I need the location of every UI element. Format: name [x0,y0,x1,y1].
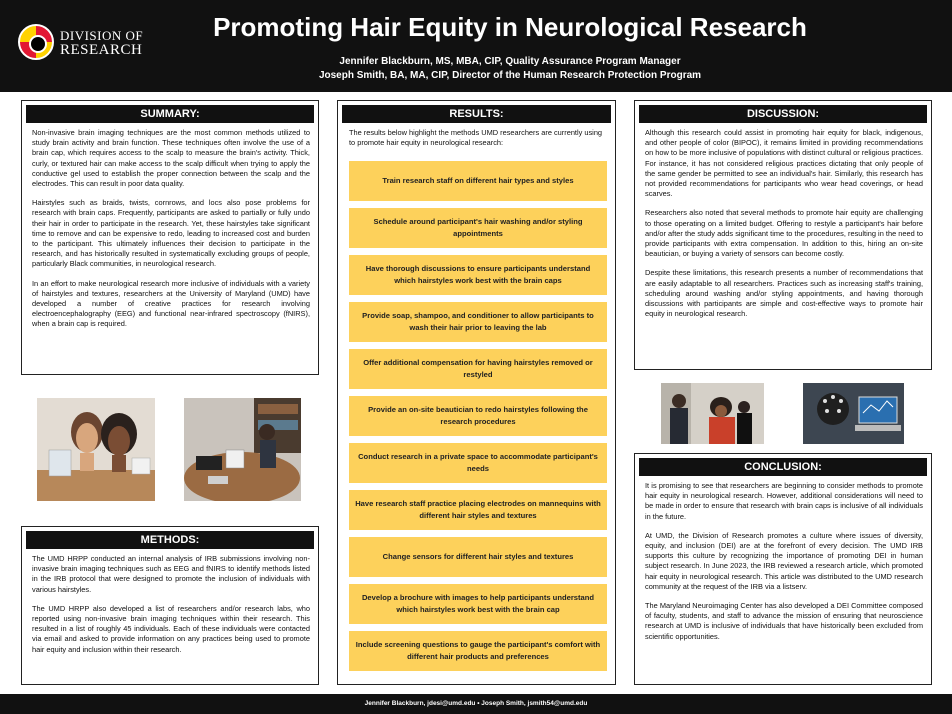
result-item: Provide an on-site beautician to redo hairstyles following the research procedures [349,396,607,436]
poster-header [0,0,952,92]
result-item: Train research staff on different hair types and styles [349,161,607,201]
result-item: Offer additional compensation for having hairstyles removed or restyled [349,349,607,389]
methods-panel [21,526,319,685]
result-item: Have research staff practice placing electrodes on mannequins with different hair styles and textures [349,490,607,530]
results-intro: The results below highlight the methods UMD researchers are currently using to promote hair equity in neurological research: [349,128,603,148]
poster-title: Promoting Hair Equity in Neurological Research [213,12,807,42]
discussion-heading: DISCUSSION: [639,105,927,123]
result-item: Schedule around participant's hair washing and/or styling appointments [349,208,607,248]
conclusion-panel [634,453,932,685]
methods-body [32,554,310,664]
discussion-paragraph: Although this research could assist in promoting hair equity for black, indigenous, and other people of color (BIPOC), it remains limited in providing recommendations on how to be more inclusive of populations with distinct cultural or religious practices. For instance, it has not considered religious practices dictating that only people of the same gender be permitted to see an individual's hair. Similarly, this research has not provided recommendations for participants who wear head coverings, or head scarves. [645,128,923,199]
lab-table-photo [184,398,301,501]
discussion-panel [634,100,932,370]
summary-body [32,128,310,339]
result-item: Provide soap, shampoo, and conditioner to allow participants to wash their hair prior to leaving the lab [349,302,607,342]
result-item: Develop a brochure with images to help participants understand which hairstyles work best with the brain cap [349,584,607,624]
discussion-paragraph: Researchers also noted that several methods to promote hair equity are challenging to those operating on a limited budget. Offering to restyle a participant's hair before and/or after the study adds significant time to the procedures, resulting in the need to provide participants with extra compensation. In addition to this, hiring an on-site beautician, or buying a variety of sensors can become costly. [645,208,923,259]
mannequin-heads-photo [37,398,155,501]
result-item: Conduct research in a private space to accommodate participant's needs [349,443,607,483]
summary-panel [21,100,319,375]
summary-paragraph: Non-invasive brain imaging techniques are the most common methods utilized to study brain activity and brain function. These techniques often involve the use of a brain cap, which requires access to the scalp to measure the brain's activity. Thick, curly, or textured hair can make access to the scalp difficult when trying to apply the conductive gel used to establish the proper connection between the scalp and the electrodes. This can result in poor data quality. [32,128,310,189]
methods-paragraph: The UMD HRPP also developed a list of researchers and/or research labs, who reported using non-invasive brain imaging techniques within their research. This resulted in a list of roughly 45 individuals. Each of these individuals were contacted via email and asked to provide information on any practices being used to promote hair equity and inclusion within their research. [32,603,310,654]
summary-heading: SUMMARY: [26,105,314,123]
author-1: Jennifer Blackburn, MS, MBA, CIP, Quality Assurance Program Manager [339,56,681,67]
conclusion-paragraph: It is promising to see that researchers are beginning to consider methods to promote hair equity in neurological research. However, additional considerations will need to be made in order to ensure that research with brain caps is inclusive of all individuals in the future. [645,481,923,521]
discussion-paragraph: Despite these limitations, this research presents a number of recommendations that are easily adaptable to all researchers. Practices such as increasing staff's training, scheduling around washing and/or styling appointments, and having thorough discussions with participants are simple and cost-effective ways to promote hair equity in neurological research. [645,268,923,319]
author-2: Joseph Smith, BA, MA, CIP, Director of the Human Research Protection Program [318,70,702,81]
researcher-participant-photo [661,383,764,444]
umd-seal-icon [18,24,54,60]
results-panel [337,100,616,685]
results-heading: RESULTS: [342,105,611,123]
summary-paragraph: In an effort to make neurological research more inclusive of individuals with a variety of hairstyles and textures, researchers at the University of Maryland (UMD) have developed a number of creative practices for research involving electroencephalography (EEG) and functional near-infrared spectroscopy (fNIRS), when a brain cap is required. [32,278,310,329]
summary-paragraph: Hairstyles such as braids, twists, cornrows, and locs also pose problems for research with brain caps. Frequently, participants are asked to partially or fully undo their hair in order to participate in the research. Yet, these hairstyles take significant time to remove and can be expensive to redo, leading to increased cost and burden to the participant. This ultimately influences their decision to participate in the research, and has historically resulted in systematically excluding groups of people, particularly Black communities, in neurological research. [32,198,310,269]
eeg-cap-laptop-photo [803,383,904,444]
methods-heading: METHODS: [26,531,314,549]
logo-line1: DIVISION OF [60,28,144,43]
discussion-body [645,128,923,328]
division-of-research-logo [18,22,153,62]
poster-footer: Jennifer Blackburn, jdesi@umd.edu • Joseph Smith, jsmith54@umd.edu [0,694,952,714]
conclusion-paragraph: The Maryland Neuroimaging Center has also developed a DEI Committee composed of faculty, students, and staff to advance the mission of ensuring that neuroscience research at UMD is inclusive of individuals that have historically been excluded from scientific opportunities. [645,601,923,641]
logo-line2: RESEARCH [60,42,143,58]
result-item: Have thorough discussions to ensure participants understand which hairstyles work best with the brain caps [349,255,607,295]
conclusion-paragraph: At UMD, the Division of Research promotes a culture where issues of diversity, equity, and inclusion (DEI) are at the forefront of every decision. The UMD IRB supports this culture by recognizing the importance of promoting DEI in human subject research. In June 2023, the IRB reviewed a research article, which promoted hair equity in neurological research. This article was distributed to the UMD research community at the request of the IRB via a listserv. [645,530,923,591]
result-item: Include screening questions to gauge the participant's comfort with different hair products and preferences [349,631,607,671]
result-item: Change sensors for different hair styles and textures [349,537,607,577]
conclusion-heading: CONCLUSION: [639,458,927,476]
conclusion-body [645,481,923,651]
methods-paragraph: The UMD HRPP conducted an internal analysis of IRB submissions involving non-invasive brain imaging techniques such as EEG and fNIRS to identify methods listed in the IRB protocol that were designed to promote the inclusion of individuals with various hairstyles. [32,554,310,594]
